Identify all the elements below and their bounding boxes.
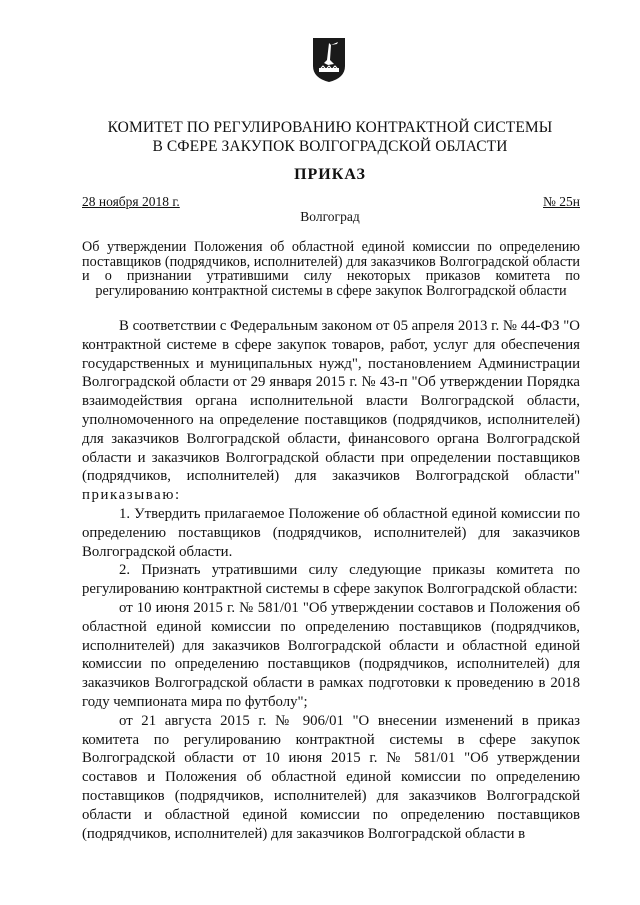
- document-city: Волгоград: [300, 209, 360, 224]
- document-body: [82, 317, 580, 843]
- preamble-text: В соответствии с Федеральным законом от 05 апреля 2013 г. № 44-ФЗ "О контрактной системе в сфере закупок товаров, работ, услуг для обеспечения государственных и муниципальных нужд", постановлением Администрации Волгоградской области от 29 января 2015 г. № 43-п "Об утверждении Порядка взаимодействия органа исполнительной власти Волгоградской области, уполномоченного на определение поставщиков (подрядчиков, исполнителей) для заказчиков Волгоградской области, финансового органа Волгоградской области и заказчиков Волгоградской области при определении поставщиков (подрядчиков, исполнителей) для заказчиков Волгоградской области": [82, 318, 580, 485]
- document-type-title: ПРИКАЗ: [294, 166, 366, 183]
- organization-name-line-2: В СФЕРЕ ЗАКУПОК ВОЛГОГРАДСКОЙ ОБЛАСТИ: [152, 138, 508, 155]
- organization-name-line-1: КОМИТЕТ ПО РЕГУЛИРОВАНИЮ КОНТРАКТНОЙ СИСТЕМЫ: [107, 119, 553, 136]
- item-2-paragraph: 2. Признать утратившими силу следующие приказы комитета по регулированию контрактной системы в сфере закупок Волгоградской области:: [82, 562, 580, 598]
- item-2b-paragraph: от 21 августа 2015 г. № 906/01 "О внесении изменений в приказ комитета по регулированию контрактной системы в сфере закупок Волгоградской области от 10 июня 2015 г. № 581/01 "Об утверждении составов и Положения об областной единой комиссии по определению поставщиков (подрядчиков, исполнителей) для заказчиков Волгоградской области и областной единой комиссии по определению поставщиков (подрядчиков, исполнителей) для заказчиков Волгоградской области в: [82, 712, 580, 842]
- preamble-paragraph: В соответствии с Федеральным законом от 05 апреля 2013 г. № 44-ФЗ "О контрактной системе в сфере закупок товаров, работ, услуг для обеспечения государственных и муниципальных нужд", постановлением Администрации Волгоградской области от 29 января 2015 г. № 43-п "Об утверждении Порядка взаимодействия органа исполнительной власти Волгоградской области, уполномоченного на определение поставщиков (подрядчиков, исполнителей) для заказчиков Волгоградской области, финансового органа Волгоградской области и заказчиков Волгоградской области при определении поставщиков (подрядчиков, исполнителей) для заказчиков Волгоградской области" приказываю:: [82, 318, 580, 504]
- volgograd-coat-of-arms-icon: [310, 36, 348, 84]
- document-date: 28 ноября 2018 г.: [82, 194, 180, 209]
- document-subject: Об утверждении Положения об областной единой комиссии по определению поставщиков (подрядчиков, исполнителей) для заказчиков Волгоградской области и о признании утратившими силу некоторых приказов комитета по регулированию контрактной системы в сфере закупок Волгоградской области: [82, 239, 580, 299]
- order-word: приказываю: [82, 487, 175, 504]
- document-number: № 25н: [543, 194, 580, 209]
- item-2a-paragraph: от 10 июня 2015 г. № 581/01 "Об утверждении составов и Положения об областной единой комиссии по определению поставщиков (подрядчиков, исполнителей) для заказчиков Волгоградской области и областной единой комиссии по определению поставщиков (подрядчиков, исполнителей) для заказчиков Волгоградской области в рамках подготовки к проведению в 2018 году чемпионата мира по футболу";: [82, 599, 580, 710]
- item-1-paragraph: 1. Утвердить прилагаемое Положение об областной единой комиссии по определению поставщиков (подрядчиков, исполнителей) для заказчиков Волгоградской области.: [82, 505, 580, 560]
